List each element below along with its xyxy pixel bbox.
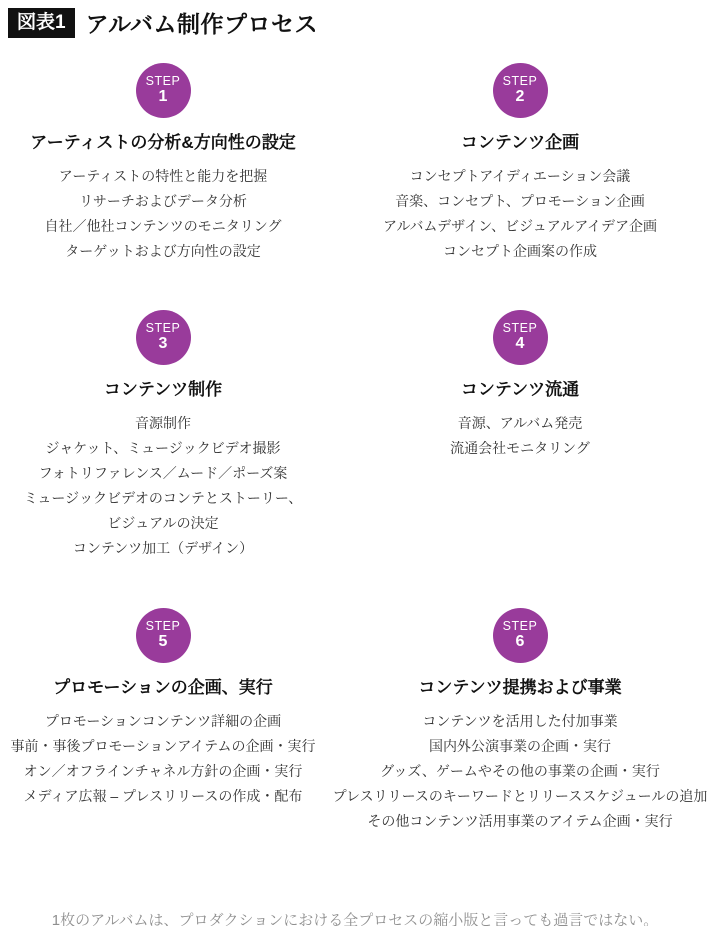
step-items <box>333 709 708 834</box>
step-number: 5 <box>158 633 168 651</box>
step-item: コンテンツ加工（デザイン） <box>72 540 254 556</box>
step-heading: コンテンツ企画 <box>460 133 580 152</box>
step-item: 事前・事後プロモーションアイテムの企画・実行 <box>10 738 316 754</box>
step-item: リサーチおよびデータ分析 <box>79 193 247 209</box>
step-number: 6 <box>515 633 525 651</box>
step-block-4 <box>342 310 698 461</box>
step-circle <box>136 63 191 118</box>
step-item: その他コンテンツ活用事業のアイテム企画・実行 <box>367 813 673 829</box>
step-item: グッズ、ゲームやその他の事業の企画・実行 <box>380 763 660 779</box>
step-block-3 <box>0 310 341 561</box>
step-circle <box>493 608 548 663</box>
step-item: コンテンツを活用した付加事業 <box>422 713 618 729</box>
step-label: STEP <box>145 321 181 336</box>
step-label: STEP <box>502 321 538 336</box>
figure-label-badge: 図表1 <box>8 8 75 38</box>
step-item: ジャケット、ミュージックビデオ撮影 <box>45 440 281 456</box>
step-item: 音源、アルバム発売 <box>457 415 583 431</box>
step-item: 音楽、コンセプト、プロモーション企画 <box>395 193 645 209</box>
step-circle <box>136 608 191 663</box>
step-label: STEP <box>502 74 538 89</box>
step-number: 2 <box>515 88 525 106</box>
step-item: プレスリリースのキーワードとリリーススケジュールの追加 <box>332 788 708 804</box>
step-item: メディア広報 – プレスリリースの作成・配布 <box>23 788 303 804</box>
step-item: オン／オフラインチャネル方針の企画・実行 <box>23 763 303 779</box>
step-item: コンセプト企画案の作成 <box>442 243 597 259</box>
step-heading: コンテンツ制作 <box>103 380 223 399</box>
step-items <box>450 411 590 461</box>
step-item: ミュージックビデオのコンテとストーリー、 <box>23 490 303 506</box>
step-block-2 <box>342 63 698 264</box>
step-heading: コンテンツ流通 <box>460 380 580 399</box>
step-circle <box>493 310 548 365</box>
step-label: STEP <box>145 619 181 634</box>
step-block-1 <box>0 63 341 264</box>
step-circle <box>493 63 548 118</box>
step-item: アルバムデザイン、ビジュアルアイデア企画 <box>383 218 657 234</box>
step-item: プロモーションコンテンツ詳細の企画 <box>44 713 282 729</box>
step-item: 音源制作 <box>134 415 191 431</box>
step-label: STEP <box>145 74 181 89</box>
step-heading: プロモーションの企画、実行 <box>53 678 273 697</box>
step-items <box>44 164 281 264</box>
footer-note: 1枚のアルバムは、プロダクションにおける全プロセスの縮小版と言っても過言ではない。 <box>51 912 659 926</box>
step-item: フォトリファレンス／ムード／ポーズ案 <box>38 465 288 481</box>
step-number: 3 <box>158 335 168 353</box>
step-circle <box>136 310 191 365</box>
step-items <box>11 709 316 809</box>
step-items <box>24 411 303 561</box>
step-block-5 <box>0 608 341 809</box>
step-item: 流通会社モニタリング <box>450 440 590 456</box>
step-item: ターゲットおよび方向性の設定 <box>65 243 261 259</box>
step-block-6 <box>332 608 708 834</box>
step-heading: アーティストの分析&方向性の設定 <box>30 133 296 152</box>
step-item: ビジュアルの決定 <box>107 515 219 531</box>
figure-header <box>8 6 318 39</box>
step-label: STEP <box>502 619 538 634</box>
step-number: 4 <box>515 335 525 353</box>
step-items <box>383 164 657 264</box>
step-heading: コンテンツ提携および事業 <box>418 678 622 697</box>
figure-title: アルバム制作プロセス <box>85 11 319 37</box>
step-item: アーティストの特性と能力を把握 <box>58 168 268 184</box>
step-number: 1 <box>158 88 168 106</box>
step-item: コンセプトアイディエーション会議 <box>409 168 631 184</box>
step-item: 自社／他社コンテンツのモニタリング <box>44 218 282 234</box>
step-item: 国内外公演事業の企画・実行 <box>429 738 611 754</box>
